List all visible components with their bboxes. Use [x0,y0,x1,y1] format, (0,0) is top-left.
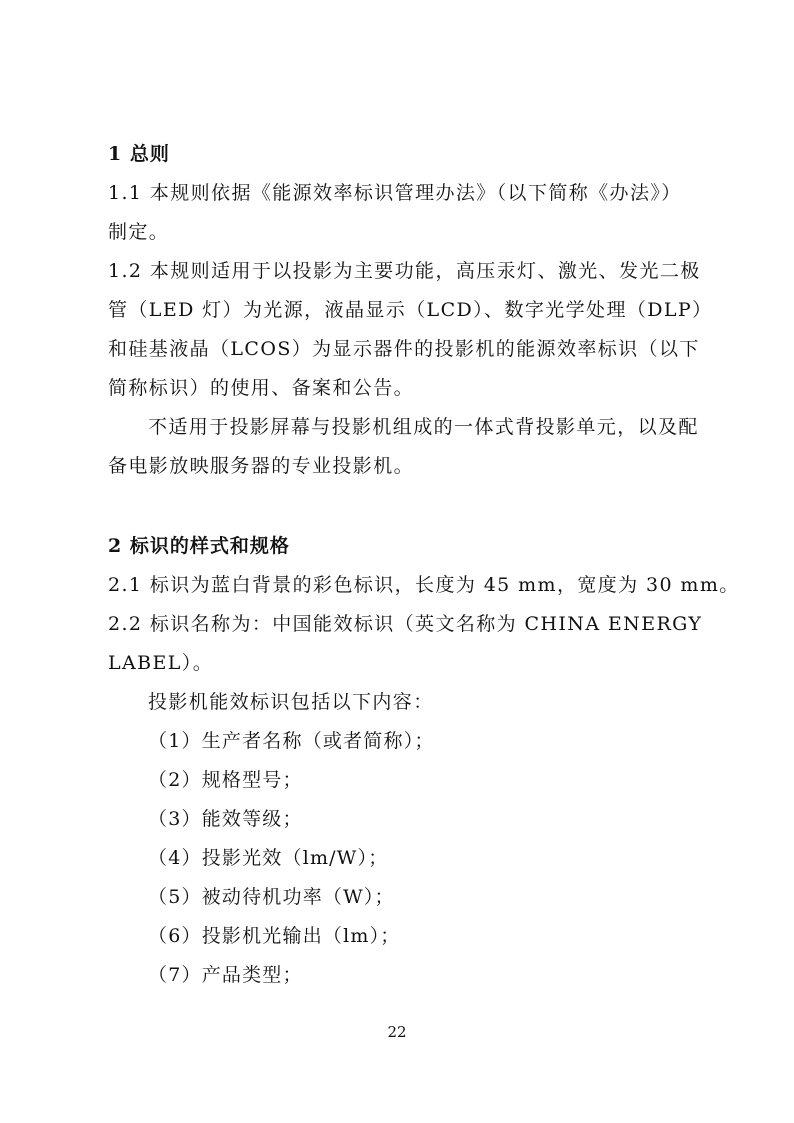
clause-1-2-line-2: 管（LED 灯）为光源，液晶显示（LCD）、数字光学处理（DLP） [108,299,713,321]
clause-1-1-line-1: 1.1 本规则依据《能源效率标识管理办法》（以下简称《办法》） [108,182,682,204]
clause-1-2-line-3: 和硅基液晶（LCOS）为显示器件的投影机的能源效率标识（以下 [108,338,700,360]
label-content-item: （1）生产者名称（或者简称）； [148,730,435,752]
exclusion-line-1: 不适用于投影屏幕与投影机组成的一体式背投影单元，以及配 [148,416,699,438]
clause-2-2-line-2: LABEL）。 [108,652,214,674]
section-1-heading: 1 总则 [108,143,170,165]
clause-1-2-line-1: 1.2 本规则适用于以投影为主要功能，高压汞灯、激光、发光二极 [108,260,701,282]
clause-1-2-line-4: 简称标识）的使用、备案和公告。 [108,377,415,399]
exclusion-line-2: 备电影放映服务器的专业投影机。 [108,455,415,477]
label-content-item: （6）投影机光输出（lm）； [148,925,401,947]
section-2-heading: 2 标识的样式和规格 [108,535,290,557]
label-content-intro: 投影机能效标识包括以下内容： [148,691,434,713]
clause-2-2-line-1: 2.2 标识名称为：中国能效标识（英文名称为 CHINA ENERGY [108,613,703,635]
label-content-item: （7）产品类型； [148,964,303,986]
label-content-item: （3）能效等级； [148,808,303,830]
label-content-item: （2）规格型号； [148,769,303,791]
label-content-item: （4）投影光效（lm/W）； [148,847,389,869]
label-content-item: （5）被动待机功率（W）； [148,886,395,908]
page-number: 22 [387,1023,407,1041]
clause-1-1-line-2: 制定。 [108,221,170,243]
clause-2-1: 2.1 标识为蓝白背景的彩色标识，长度为 45 mm，宽度为 30 mm。 [108,574,740,596]
